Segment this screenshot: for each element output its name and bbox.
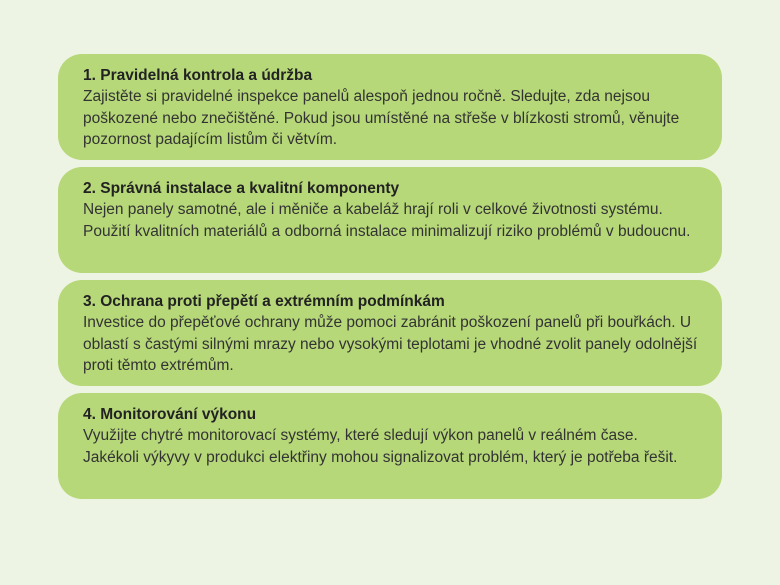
tip-title: 3. Ochrana proti přepětí a extrémním podmínkám — [83, 293, 445, 310]
tip-card-installation — [58, 167, 722, 273]
tips-list — [58, 54, 722, 506]
tip-body: Zajistěte si pravidelné inspekce panelů alespoň jednou ročně. Sledujte, zda nejsou poškozené nebo znečištěné. Pokud jsou umístěné na střeše v blízkosti stromů, věnujte pozornost padajícím listům či větvím. — [83, 88, 680, 148]
tip-title: 4. Monitorování výkonu — [83, 406, 257, 423]
tip-body: Využijte chytré monitorovací systémy, které sledují výkon panelů v reálném čase. Jakékoli výkyvy v produkci elektřiny mohou signalizovat problém, který je potřeba řešit. — [83, 427, 678, 466]
tip-body: Investice do přepěťové ochrany může pomoci zabránit poškození panelů při bouřkách. U oblastí s častými silnými mrazy nebo vysokými teplotami je vhodné zvolit panely odolnější proti těmto extrémům. — [83, 314, 698, 374]
tip-card-monitoring — [58, 393, 722, 499]
tip-card-inspection — [58, 54, 722, 160]
tip-body: Nejen panely samotné, ale i měniče a kabeláž hrají roli v celkové životnosti systému. Použití kvalitních materiálů a odborná instalace minimalizují riziko problémů v budoucnu. — [83, 201, 691, 240]
tip-card-surge-protection — [58, 280, 722, 386]
tip-title: 1. Pravidelná kontrola a údržba — [83, 67, 313, 84]
tip-title: 2. Správná instalace a kvalitní komponenty — [83, 180, 400, 197]
